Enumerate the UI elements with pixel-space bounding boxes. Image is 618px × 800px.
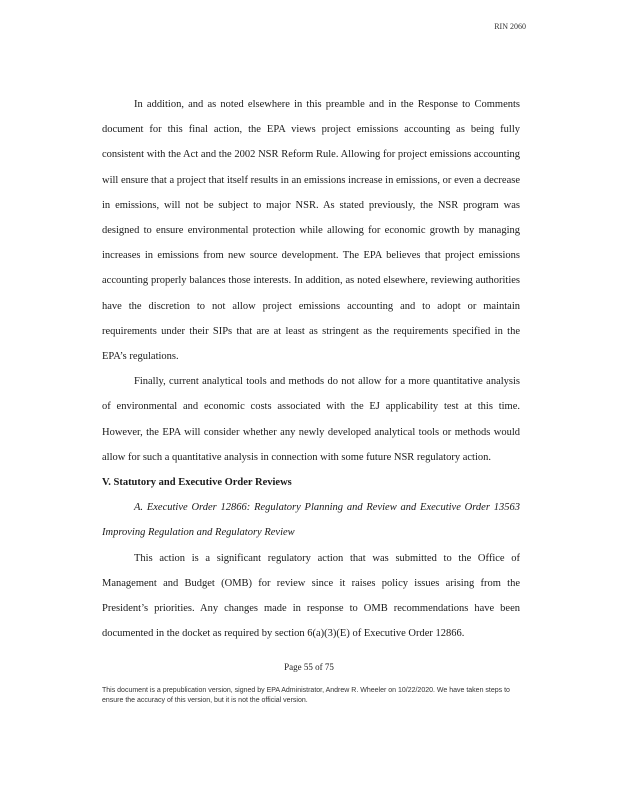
header-ref: RIN 2060 <box>494 22 526 31</box>
paragraph-3: This action is a significant regulatory action that was submitted to the Office of Management and Budget (OMB) for review since it raises policy issues arising from the President’s priorities. Any changes made in response to OMB recommendations have been documented in the docket as required by section 6(a)(3)(E) of Executive Order 12866. <box>102 552 520 640</box>
body-text <box>102 92 520 646</box>
subsection-heading: A. Executive Order 12866: Regulatory Planning and Review and Executive Order 13563 Improving Regulation and Regulatory Review <box>102 502 520 539</box>
section-heading: V. Statutory and Executive Order Reviews <box>102 477 292 489</box>
page-number: Page 55 of 75 <box>284 662 334 672</box>
paragraph-2: Finally, current analytical tools and methods do not allow for a more quantitative analysis of environmental and economic costs associated with the EJ applicability test at this time. However, the EPA will consider whether any newly developed analytical tools or methods would allow for such a quantitative analysis in connection with some future NSR regulatory action. <box>102 376 520 463</box>
paragraph-1: In addition, and as noted elsewhere in this preamble and in the Response to Comments document for this final action, the EPA views project emissions accounting as being fully consistent with the Act and the 2002 NSR Reform Rule. Allowing for project emissions accounting will ensure that a project that itself results in an emissions increase in emissions, or even a decrease in emissions, will not be subject to major NSR. As stated previously, the NSR program was designed to ensure environmental protection while allowing for economic growth by managing increases in emissions from new source development. The EPA believes that project emissions accounting properly balances those interests. In addition, as noted elsewhere, reviewing authorities have the discretion to not allow project emissions accounting and to adopt or maintain requirements under their SIPs that are at least as stringent as the requirements specified in the EPA’s regulations. <box>102 99 520 363</box>
footer-note: This document is a prepublication version, signed by EPA Administrator, Andrew R. Wheeler on 10/22/2020. We have taken steps to ensure the accuracy of this version, but it is not the official version. <box>102 687 510 704</box>
